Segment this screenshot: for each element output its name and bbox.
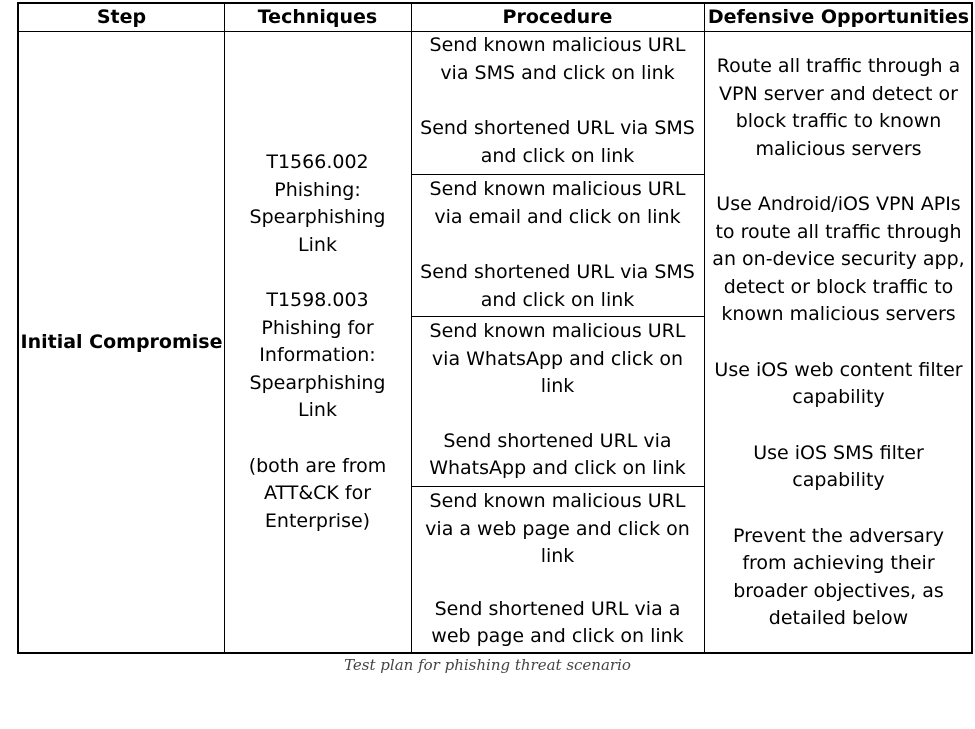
procedure-line: via a web page and click on [425,517,690,540]
technique-note: (both are from [248,454,387,477]
procedure-web-page [411,488,704,654]
technique-id: T1598.003 [266,289,369,311]
procedure-line: Send shortened URL via [443,429,672,452]
defense-line: to route all traffic through [715,220,962,243]
procedure-line: Send shortened URL via a [434,597,681,620]
header-defensive-opportunities: Defensive Opportunities [707,5,970,28]
procedure-line: and click on link [480,144,635,167]
procedure-line: link [540,545,575,567]
step-cell [19,31,224,654]
row-divider [411,316,704,317]
test-plan-table [17,2,973,654]
defense-line: Prevent the adversary [733,524,944,547]
procedure-line: Send shortened URL via SMS [420,117,695,139]
defense-line: an on-device security app, [712,248,965,270]
defense-line: block traffic to known [735,110,942,132]
procedure-line: WhatsApp and click on link [429,457,686,479]
defense-line: malicious servers [755,137,922,160]
procedure-line: Send known malicious URL [429,320,686,342]
procedure-line: Send known malicious URL [429,34,686,56]
defense-line: broader objectives, as [733,579,944,602]
technique-line: Information: [259,344,376,366]
defense-line: detect or block traffic to [723,275,954,298]
defense-line: capability [792,386,885,408]
defense-line: Use iOS SMS filter [753,441,924,464]
defense-line: from achieving their [742,552,935,574]
procedure-line: Send known malicious URL [429,490,686,512]
procedure-line: web page and click on link [431,625,684,647]
technique-note: ATT&CK for [263,482,372,504]
row-divider [411,174,704,175]
procedure-line: via email and click on link [434,205,681,228]
procedure-line: via SMS and click on link [440,61,675,84]
procedure-email [411,176,704,316]
technique-line: Phishing for [261,316,374,339]
defenses-cell [704,53,973,633]
procedure-line: and click on link [480,288,635,311]
header-step: Step [96,5,147,28]
header-procedure: Procedure [502,5,613,28]
technique-line: Spearphishing [249,206,386,228]
procedure-sms [411,32,704,174]
defense-line: Use iOS web content filter [714,358,963,381]
defense-line: Use Android/iOS VPN APIs [716,193,961,215]
technique-line: Link [298,399,337,421]
technique-line: Link [298,233,337,256]
procedure-line: Send known malicious URL [429,178,686,200]
table-caption: Test plan for phishing threat scenario [344,656,631,674]
procedure-line: via WhatsApp and click on [431,347,684,370]
defense-line: VPN server and detect or [719,82,958,105]
technique-line: Spearphishing [249,371,386,394]
procedure-line: Send shortened URL via SMS [420,261,695,283]
techniques-cell [224,149,411,535]
defense-line: detailed below [768,607,909,629]
defense-line: known malicious servers [721,303,956,325]
step-label: Initial Compromise [20,330,223,353]
defense-line: capability [792,469,885,491]
header-techniques: Techniques [257,5,378,28]
defense-line: Route all traffic through a [716,55,961,77]
technique-line: Phishing: [274,178,361,201]
technique-id: T1566.002 [266,151,369,173]
procedure-line: link [540,375,575,397]
technique-note: Enterprise) [264,509,371,532]
row-divider [411,486,704,487]
procedure-whatsapp [411,318,704,486]
